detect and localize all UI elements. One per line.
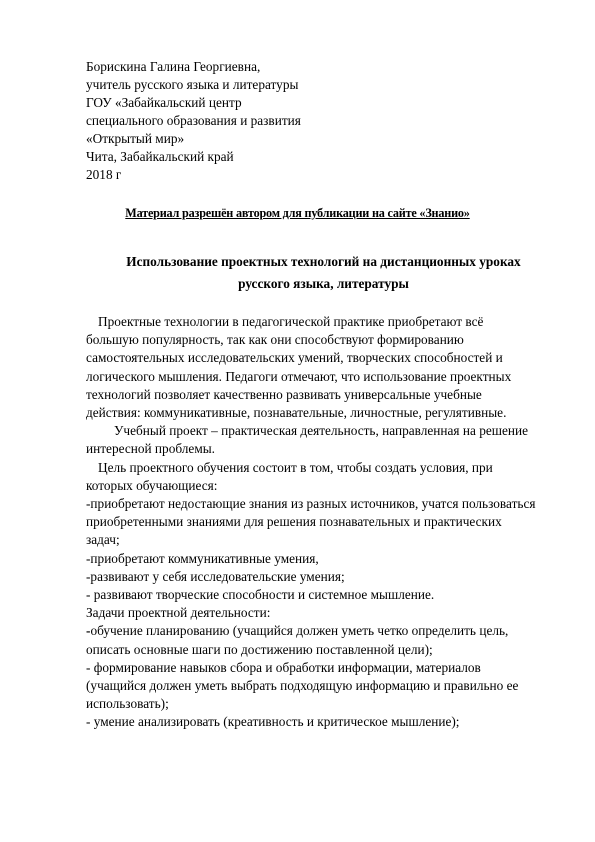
author-line: 2018 г xyxy=(86,167,122,182)
paragraph-line: которых обучающиеся: xyxy=(86,477,218,493)
list-item: описать основные шаги по достижению поставленной цели); xyxy=(86,641,433,657)
author-block xyxy=(86,58,301,184)
paragraph-line: технологий позволяет качественно развивать универсальные учебные xyxy=(86,386,482,402)
list-item: - развивают творческие способности и системное мышление. xyxy=(86,587,435,603)
author-line: ГОУ «Забайкальский центр xyxy=(86,95,242,110)
title-line: русского языка, литературы xyxy=(238,276,409,291)
list-item: -приобретают коммуникативные умения, xyxy=(86,550,319,566)
author-line: «Открытый мир» xyxy=(86,131,185,146)
article-body xyxy=(86,313,576,732)
author-line: Чита, Забайкальский край xyxy=(86,149,234,164)
title-line: Использование проектных технологий на дистанционных уроках xyxy=(126,254,521,269)
article-title xyxy=(60,251,587,295)
list-item xyxy=(86,622,576,640)
author-line: учитель русского языка и литературы xyxy=(86,77,299,92)
author-line: Борискина Галина Георгиевна, xyxy=(86,59,261,74)
paragraph-line: большую популярность, так как они способствуют формированию xyxy=(86,332,464,348)
list-item: (учащийся должен уметь выбрать подходящую информацию и правильно ее xyxy=(86,678,519,694)
list-item: - формирование навыков сбора и обработки информации, материалов xyxy=(86,659,481,675)
paragraph-line: интересной проблемы. xyxy=(86,441,215,457)
paragraph-line: действия: коммуникативные, познавательные, личностные, регулятивные. xyxy=(86,405,507,421)
paragraph-line: Цель проектного обучения состоит в том, чтобы создать условия, при xyxy=(98,459,493,475)
paragraph-line: самостоятельных исследовательских умений, творческих способностей и xyxy=(86,350,503,366)
list-item: -развивают у себя исследовательские умения; xyxy=(86,568,345,584)
paragraph-line: логического мышления. Педагоги отмечают, что использование проектных xyxy=(86,368,512,384)
list-dash: - xyxy=(86,623,91,639)
list-item: задач; xyxy=(86,532,120,548)
paragraph-line: Проектные технологии в педагогической практике приобретают всё xyxy=(98,314,484,329)
publication-notice: Материал разрешён автором для публикации на сайте «Знанио» xyxy=(125,206,470,220)
list-item: приобретенными знаниями для решения познавательных и практических xyxy=(86,514,502,530)
author-line: специального образования и развития xyxy=(86,113,301,128)
paragraph-line: Учебный проект – практическая деятельность, направленная на решение xyxy=(114,423,529,439)
tasks-heading: Задачи проектной деятельности: xyxy=(86,605,271,621)
list-item: использовать); xyxy=(86,696,169,712)
list-item: -приобретают недостающие знания из разных источников, учатся пользоваться xyxy=(86,496,536,512)
list-item: - умение анализировать (креативность и критическое мышление); xyxy=(86,714,460,730)
list-item-text: обучение планированию (учащийся должен уметь четко определить цель, xyxy=(90,623,509,639)
